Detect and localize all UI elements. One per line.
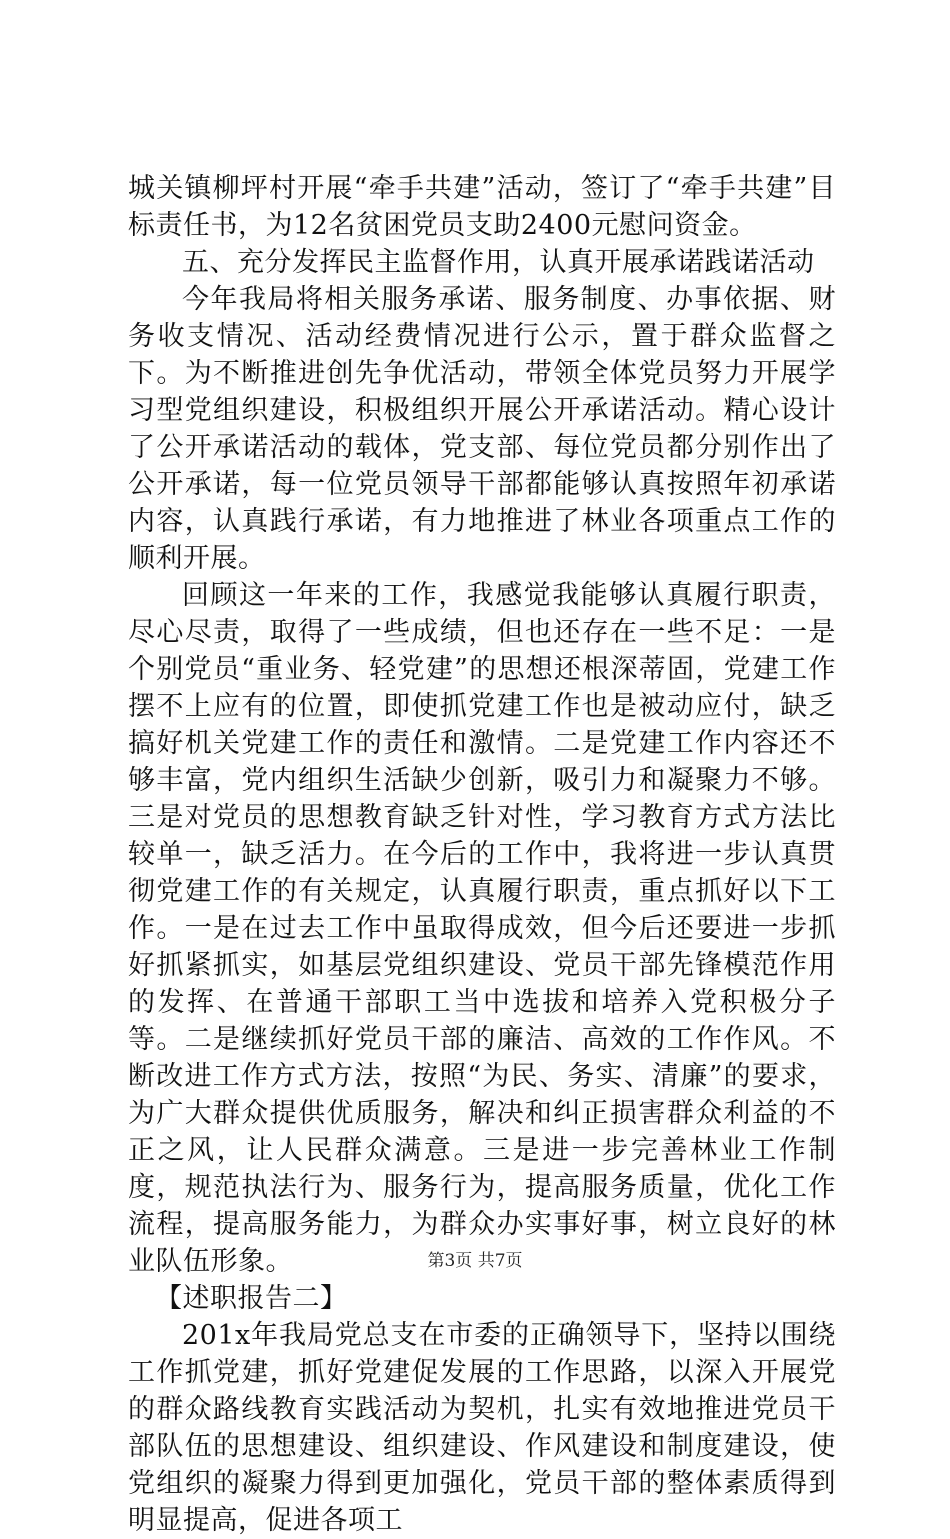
paragraph-commitment: 今年我局将相关服务承诺、服务制度、办事依据、财务收支情况、活动经费情况进行公示，置于群众监督之下。为不断推进创先争优活动，带领全体党员努力开展学习型党组织建设，积极组织开展公开承诺活动。精心设计了公开承诺活动的载体，党支部、每位党员都分别作出了公开承诺，每一位党员领导干部都能够认真按照年初承诺内容，认真践行承诺，有力地推进了林业各项重点工作的顺利开展。 (128, 284, 836, 574)
paragraph-continuation: 城关镇柳坪村开展“牵手共建”活动，签订了“牵手共建”目标责任书，为12名贫困党员支助2400元慰问资金。 (128, 173, 836, 241)
document-body (128, 170, 836, 1539)
paragraph-review: 回顾这一年来的工作，我感觉我能够认真履行职责，尽心尽责，取得了一些成绩，但也还存在一些不足：一是个别党员“重业务、轻党建”的思想还根深蒂固，党建工作摆不上应有的位置，即使抓党建工作也是被动应付，缺乏搞好机关党建工作的责任和激情。二是党建工作内容还不够丰富，党内组织生活缺少创新，吸引力和凝聚力不够。三是对党员的思想教育缺乏针对性，学习教育方式方法比较单一，缺乏活力。在今后的工作中，我将进一步认真贯彻党建工作的有关规定，认真履行职责，重点抓好以下工作。一是在过去工作中虽取得成效，但今后还要进一步抓好抓紧抓实，如基层党组织建设、党员干部先锋模范作用的发挥、在普通干部职工当中选拔和培养入党积极分子等。二是继续抓好党员干部的廉洁、高效的工作作风。不断改进工作方式方法，按照“为民、务实、清廉”的要求，为广大群众提供优质服务，解决和纠正损害群众利益的不正之风，让人民群众满意。三是进一步完善林业工作制度，规范执法行为、服务行为，提高服务质量，优化工作流程，提高服务能力，为群众办实事好事，树立良好的林业队伍形象。 (128, 580, 836, 1277)
paragraph-report-two: 201x年我局党总支在市委的正确领导下，坚持以围绕工作抓党建，抓好党建促发展的工作思路，以深入开展党的群众路线教育实践活动为契机，扎实有效地推进党员干部队伍的思想建设、组织建设、作风建设和制度建设，使党组织的凝聚力得到更加强化，党员干部的整体素质得到明显提高，促进各项工 (128, 1320, 836, 1536)
section-heading: 五、充分发挥民主监督作用，认真开展承诺践诺活动 (182, 247, 815, 278)
page-number-footer: 第3页 共7页 (427, 1251, 523, 1271)
report-two-title: 【述职报告二】 (155, 1283, 348, 1314)
